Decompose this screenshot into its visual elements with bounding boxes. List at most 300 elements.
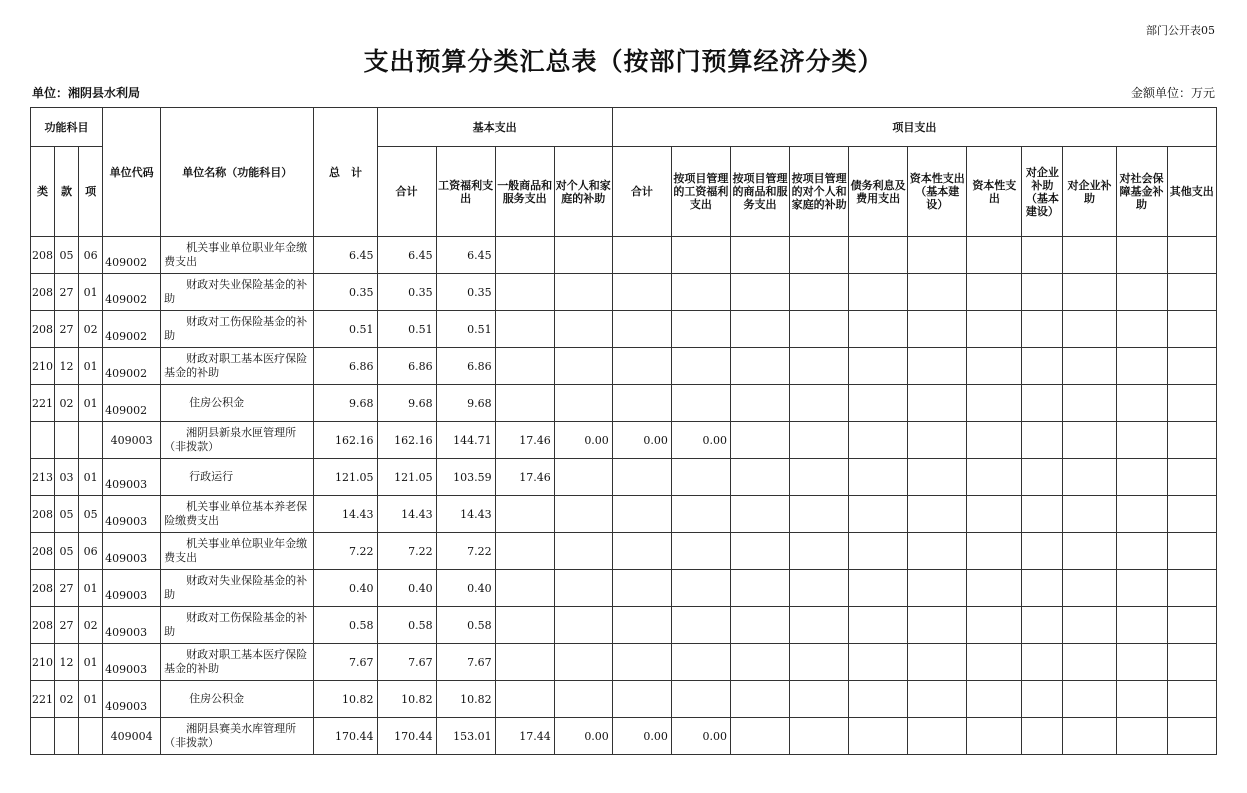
cell-empty: [1167, 385, 1216, 422]
cell-empty: [730, 274, 789, 311]
cell-xiang: [79, 718, 103, 755]
header-xiang: 项: [79, 147, 103, 237]
header-project-col: 合计: [612, 147, 671, 237]
cell-empty: [1022, 496, 1063, 533]
cell-empty: [730, 533, 789, 570]
header-lei: 类: [31, 147, 55, 237]
header-unit-name: 单位名称（功能科目）: [161, 108, 314, 237]
cell-unit-name: 湘阴县新泉水匣管理所（非拨款）: [161, 422, 314, 459]
cell-basic-goods: 17.46: [495, 422, 554, 459]
cell-kuan: 05: [55, 237, 79, 274]
header-unit-code: 单位代码: [103, 108, 161, 237]
cell-empty: [967, 681, 1022, 718]
cell-basic-goods: [495, 385, 554, 422]
cell-basic-person: [554, 459, 612, 496]
cell-empty: [1022, 533, 1063, 570]
cell-empty: [790, 533, 849, 570]
cell-unit-name: 财政对工伤保险基金的补助: [161, 311, 314, 348]
cell-empty: [1022, 274, 1063, 311]
cell-empty: [790, 718, 849, 755]
cell-project-sum: [612, 274, 671, 311]
cell-unit-code: 409002: [103, 274, 161, 311]
header-basic-expenditure: 基本支出: [377, 108, 612, 147]
cell-lei: 208: [31, 496, 55, 533]
cell-empty: [908, 570, 967, 607]
cell-empty: [1063, 459, 1116, 496]
cell-project-wage: [671, 385, 730, 422]
cell-basic-wage: 7.67: [436, 644, 495, 681]
cell-empty: [1063, 348, 1116, 385]
unit-label: 单位：湘阴县水利局: [32, 86, 141, 100]
cell-empty: [908, 718, 967, 755]
cell-empty: [1116, 385, 1167, 422]
cell-project-sum: [612, 607, 671, 644]
cell-unit-code: 409003: [103, 533, 161, 570]
cell-basic-sum: 0.58: [377, 607, 436, 644]
cell-empty: [1116, 496, 1167, 533]
cell-project-sum: 0.00: [612, 422, 671, 459]
cell-basic-person: 0.00: [554, 718, 612, 755]
cell-empty: [1022, 718, 1063, 755]
cell-empty: [908, 681, 967, 718]
cell-basic-goods: [495, 496, 554, 533]
cell-basic-sum: 121.05: [377, 459, 436, 496]
cell-empty: [967, 385, 1022, 422]
cell-empty: [1063, 385, 1116, 422]
header-project-col: 按项目管理的工资福利支出: [671, 147, 730, 237]
table-row: [31, 274, 1217, 311]
cell-empty: [1063, 274, 1116, 311]
cell-unit-code: 409003: [103, 570, 161, 607]
cell-empty: [1167, 274, 1216, 311]
cell-project-sum: [612, 496, 671, 533]
cell-basic-wage: 7.22: [436, 533, 495, 570]
cell-empty: [1022, 681, 1063, 718]
header-basic-col: 一般商品和服务支出: [495, 147, 554, 237]
cell-empty: [1022, 237, 1063, 274]
cell-basic-sum: 6.45: [377, 237, 436, 274]
table-row: [31, 681, 1217, 718]
cell-empty: [1022, 348, 1063, 385]
cell-project-wage: [671, 533, 730, 570]
header-project-col: 资本性支出（基本建设）: [908, 147, 967, 237]
cell-empty: [967, 644, 1022, 681]
cell-empty: [967, 570, 1022, 607]
header-project-col: 按项目管理的商品和服务支出: [730, 147, 789, 237]
cell-empty: [730, 496, 789, 533]
cell-xiang: 06: [79, 533, 103, 570]
cell-empty: [967, 459, 1022, 496]
header-project-col: 对企业补助（基本建设）: [1022, 147, 1063, 237]
cell-total: 0.35: [314, 274, 377, 311]
cell-project-sum: [612, 311, 671, 348]
cell-empty: [1167, 607, 1216, 644]
cell-xiang: 06: [79, 237, 103, 274]
cell-basic-wage: 9.68: [436, 385, 495, 422]
cell-lei: 208: [31, 274, 55, 311]
cell-empty: [1022, 422, 1063, 459]
cell-project-sum: [612, 348, 671, 385]
cell-basic-sum: 7.67: [377, 644, 436, 681]
cell-empty: [1167, 718, 1216, 755]
cell-total: 7.67: [314, 644, 377, 681]
cell-empty: [908, 644, 967, 681]
cell-empty: [1167, 496, 1216, 533]
cell-empty: [849, 570, 908, 607]
cell-empty: [849, 681, 908, 718]
cell-basic-goods: [495, 237, 554, 274]
cell-unit-code: 409004: [103, 718, 161, 755]
header-project-col: 资本性支出: [967, 147, 1022, 237]
cell-basic-sum: 10.82: [377, 681, 436, 718]
cell-lei: 221: [31, 681, 55, 718]
cell-basic-goods: [495, 607, 554, 644]
table-row: [31, 422, 1217, 459]
cell-project-wage: 0.00: [671, 422, 730, 459]
cell-project-sum: [612, 681, 671, 718]
cell-basic-wage: 0.40: [436, 570, 495, 607]
cell-empty: [730, 718, 789, 755]
cell-unit-code: 409002: [103, 348, 161, 385]
cell-empty: [908, 385, 967, 422]
cell-empty: [1022, 644, 1063, 681]
page-title: 支出预算分类汇总表（按部门预算经济分类）: [363, 47, 884, 76]
cell-xiang: 01: [79, 459, 103, 496]
cell-empty: [849, 533, 908, 570]
cell-empty: [730, 311, 789, 348]
cell-empty: [908, 533, 967, 570]
budget-table: [30, 107, 1217, 755]
cell-basic-sum: 0.51: [377, 311, 436, 348]
cell-unit-name: 机关事业单位基本养老保险缴费支出: [161, 496, 314, 533]
cell-empty: [1167, 570, 1216, 607]
cell-empty: [967, 348, 1022, 385]
cell-unit-code: 409002: [103, 237, 161, 274]
table-row: [31, 496, 1217, 533]
cell-basic-wage: 10.82: [436, 681, 495, 718]
header-project-col: 按项目管理的对个人和家庭的补助: [790, 147, 849, 237]
cell-unit-code: 409003: [103, 681, 161, 718]
cell-empty: [849, 237, 908, 274]
cell-project-wage: [671, 496, 730, 533]
cell-unit-code: 409003: [103, 459, 161, 496]
cell-lei: [31, 718, 55, 755]
cell-project-wage: [671, 274, 730, 311]
cell-basic-sum: 7.22: [377, 533, 436, 570]
cell-basic-person: [554, 348, 612, 385]
cell-total: 9.68: [314, 385, 377, 422]
cell-project-wage: [671, 459, 730, 496]
form-number-tag: 部门公开表05: [1146, 24, 1215, 37]
cell-kuan: 12: [55, 644, 79, 681]
cell-xiang: 05: [79, 496, 103, 533]
cell-unit-code: 409003: [103, 607, 161, 644]
cell-project-sum: [612, 570, 671, 607]
table-row: [31, 607, 1217, 644]
cell-basic-wage: 0.58: [436, 607, 495, 644]
cell-lei: 208: [31, 533, 55, 570]
cell-basic-goods: [495, 274, 554, 311]
cell-empty: [1063, 718, 1116, 755]
cell-empty: [1116, 718, 1167, 755]
cell-empty: [1063, 570, 1116, 607]
cell-basic-person: 0.00: [554, 422, 612, 459]
cell-basic-wage: 6.86: [436, 348, 495, 385]
cell-basic-sum: 9.68: [377, 385, 436, 422]
cell-empty: [790, 644, 849, 681]
cell-empty: [849, 496, 908, 533]
table-row: [31, 385, 1217, 422]
cell-empty: [1116, 459, 1167, 496]
cell-basic-goods: [495, 681, 554, 718]
table-row: [31, 311, 1217, 348]
cell-basic-wage: 103.59: [436, 459, 495, 496]
cell-empty: [1167, 644, 1216, 681]
header-project-col: 对社会保障基金补助: [1116, 147, 1167, 237]
cell-unit-name: 财政对失业保险基金的补助: [161, 570, 314, 607]
cell-empty: [849, 422, 908, 459]
header-project-col: 其他支出: [1167, 147, 1216, 237]
cell-empty: [908, 348, 967, 385]
cell-basic-person: [554, 644, 612, 681]
cell-empty: [1116, 644, 1167, 681]
cell-empty: [790, 496, 849, 533]
cell-empty: [908, 274, 967, 311]
cell-xiang: 01: [79, 385, 103, 422]
cell-empty: [790, 607, 849, 644]
cell-basic-goods: 17.44: [495, 718, 554, 755]
cell-empty: [967, 533, 1022, 570]
cell-empty: [849, 644, 908, 681]
cell-unit-code: 409003: [103, 422, 161, 459]
money-unit-label: 金额单位：万元: [1130, 86, 1215, 100]
cell-basic-wage: 6.45: [436, 237, 495, 274]
cell-lei: 210: [31, 644, 55, 681]
cell-basic-sum: 0.35: [377, 274, 436, 311]
cell-empty: [967, 718, 1022, 755]
cell-unit-name: 行政运行: [161, 459, 314, 496]
cell-empty: [790, 422, 849, 459]
cell-unit-name: 湘阴县赛美水库管理所（非拨款）: [161, 718, 314, 755]
cell-basic-sum: 170.44: [377, 718, 436, 755]
cell-basic-wage: 14.43: [436, 496, 495, 533]
cell-empty: [1063, 644, 1116, 681]
cell-total: 0.58: [314, 607, 377, 644]
cell-unit-name: 住房公积金: [161, 681, 314, 718]
cell-lei: 208: [31, 570, 55, 607]
cell-xiang: 01: [79, 348, 103, 385]
header-basic-col: 工资福利支出: [436, 147, 495, 237]
cell-xiang: 02: [79, 607, 103, 644]
cell-unit-name: 住房公积金: [161, 385, 314, 422]
header-total: 总 计: [314, 108, 377, 237]
cell-empty: [967, 237, 1022, 274]
cell-unit-name: 机关事业单位职业年金缴费支出: [161, 533, 314, 570]
cell-empty: [849, 311, 908, 348]
table-row: [31, 570, 1217, 607]
cell-empty: [849, 718, 908, 755]
cell-empty: [1063, 422, 1116, 459]
cell-lei: 208: [31, 607, 55, 644]
cell-empty: [1063, 681, 1116, 718]
cell-total: 6.45: [314, 237, 377, 274]
header-func-subject: 功能科目: [31, 108, 103, 147]
cell-xiang: 02: [79, 311, 103, 348]
cell-empty: [967, 496, 1022, 533]
cell-total: 6.86: [314, 348, 377, 385]
cell-project-wage: [671, 681, 730, 718]
cell-empty: [967, 274, 1022, 311]
cell-project-sum: 0.00: [612, 718, 671, 755]
cell-total: 0.40: [314, 570, 377, 607]
cell-empty: [790, 570, 849, 607]
cell-empty: [790, 459, 849, 496]
cell-project-sum: [612, 459, 671, 496]
cell-xiang: 01: [79, 644, 103, 681]
cell-total: 14.43: [314, 496, 377, 533]
cell-empty: [730, 681, 789, 718]
cell-empty: [1116, 311, 1167, 348]
cell-empty: [1167, 681, 1216, 718]
cell-empty: [730, 385, 789, 422]
cell-total: 170.44: [314, 718, 377, 755]
table-row: [31, 718, 1217, 755]
cell-empty: [1022, 570, 1063, 607]
cell-unit-code: 409003: [103, 496, 161, 533]
cell-project-wage: [671, 570, 730, 607]
cell-empty: [908, 237, 967, 274]
cell-empty: [790, 348, 849, 385]
cell-project-sum: [612, 385, 671, 422]
cell-basic-goods: [495, 570, 554, 607]
cell-empty: [790, 311, 849, 348]
cell-empty: [908, 422, 967, 459]
cell-empty: [1063, 533, 1116, 570]
cell-kuan: 27: [55, 607, 79, 644]
cell-empty: [849, 385, 908, 422]
cell-basic-person: [554, 385, 612, 422]
cell-unit-code: 409003: [103, 644, 161, 681]
cell-kuan: 12: [55, 348, 79, 385]
cell-project-wage: [671, 237, 730, 274]
cell-lei: 221: [31, 385, 55, 422]
cell-kuan: 03: [55, 459, 79, 496]
table-row: [31, 644, 1217, 681]
cell-empty: [967, 422, 1022, 459]
cell-kuan: 27: [55, 570, 79, 607]
cell-project-wage: [671, 644, 730, 681]
table-row: [31, 348, 1217, 385]
cell-total: 162.16: [314, 422, 377, 459]
cell-empty: [790, 237, 849, 274]
cell-basic-sum: 6.86: [377, 348, 436, 385]
cell-basic-sum: 14.43: [377, 496, 436, 533]
cell-empty: [730, 348, 789, 385]
cell-kuan: 02: [55, 681, 79, 718]
cell-empty: [1063, 496, 1116, 533]
cell-unit-name: 财政对失业保险基金的补助: [161, 274, 314, 311]
cell-empty: [1167, 237, 1216, 274]
cell-total: 7.22: [314, 533, 377, 570]
cell-total: 121.05: [314, 459, 377, 496]
cell-basic-sum: 162.16: [377, 422, 436, 459]
cell-lei: 208: [31, 237, 55, 274]
cell-empty: [1116, 274, 1167, 311]
header-basic-col: 合计: [377, 147, 436, 237]
cell-basic-person: [554, 607, 612, 644]
cell-project-sum: [612, 644, 671, 681]
cell-kuan: [55, 422, 79, 459]
cell-empty: [1116, 237, 1167, 274]
cell-basic-wage: 153.01: [436, 718, 495, 755]
cell-unit-code: 409002: [103, 385, 161, 422]
cell-unit-name: 财政对职工基本医疗保险基金的补助: [161, 348, 314, 385]
header-project-col: 对企业补助: [1063, 147, 1116, 237]
cell-basic-wage: 144.71: [436, 422, 495, 459]
header-project-expenditure: 项目支出: [612, 108, 1216, 147]
cell-empty: [1116, 681, 1167, 718]
cell-xiang: 01: [79, 570, 103, 607]
cell-total: 0.51: [314, 311, 377, 348]
cell-empty: [1167, 348, 1216, 385]
cell-empty: [730, 422, 789, 459]
cell-basic-goods: [495, 533, 554, 570]
cell-project-wage: 0.00: [671, 718, 730, 755]
cell-empty: [1167, 422, 1216, 459]
cell-basic-goods: [495, 644, 554, 681]
cell-project-wage: [671, 311, 730, 348]
cell-empty: [730, 459, 789, 496]
cell-empty: [908, 459, 967, 496]
cell-kuan: [55, 718, 79, 755]
cell-xiang: [79, 422, 103, 459]
header-kuan: 款: [55, 147, 79, 237]
cell-basic-person: [554, 237, 612, 274]
cell-empty: [730, 644, 789, 681]
cell-empty: [908, 311, 967, 348]
cell-basic-person: [554, 274, 612, 311]
cell-basic-wage: 0.51: [436, 311, 495, 348]
cell-empty: [730, 237, 789, 274]
cell-empty: [1116, 533, 1167, 570]
cell-empty: [1116, 607, 1167, 644]
cell-empty: [730, 607, 789, 644]
cell-project-wage: [671, 607, 730, 644]
cell-empty: [1022, 607, 1063, 644]
cell-empty: [1116, 570, 1167, 607]
cell-lei: [31, 422, 55, 459]
cell-empty: [1063, 237, 1116, 274]
table-row: [31, 533, 1217, 570]
cell-project-sum: [612, 237, 671, 274]
cell-lei: 210: [31, 348, 55, 385]
cell-kuan: 02: [55, 385, 79, 422]
header-basic-col: 对个人和家庭的补助: [554, 147, 612, 237]
cell-empty: [1022, 459, 1063, 496]
cell-basic-person: [554, 570, 612, 607]
cell-basic-wage: 0.35: [436, 274, 495, 311]
cell-empty: [967, 311, 1022, 348]
cell-empty: [967, 607, 1022, 644]
cell-unit-name: 财政对职工基本医疗保险基金的补助: [161, 644, 314, 681]
cell-empty: [1167, 459, 1216, 496]
cell-basic-goods: 17.46: [495, 459, 554, 496]
cell-basic-goods: [495, 348, 554, 385]
cell-unit-name: 财政对工伤保险基金的补助: [161, 607, 314, 644]
cell-basic-person: [554, 311, 612, 348]
cell-empty: [1063, 607, 1116, 644]
cell-empty: [1167, 311, 1216, 348]
